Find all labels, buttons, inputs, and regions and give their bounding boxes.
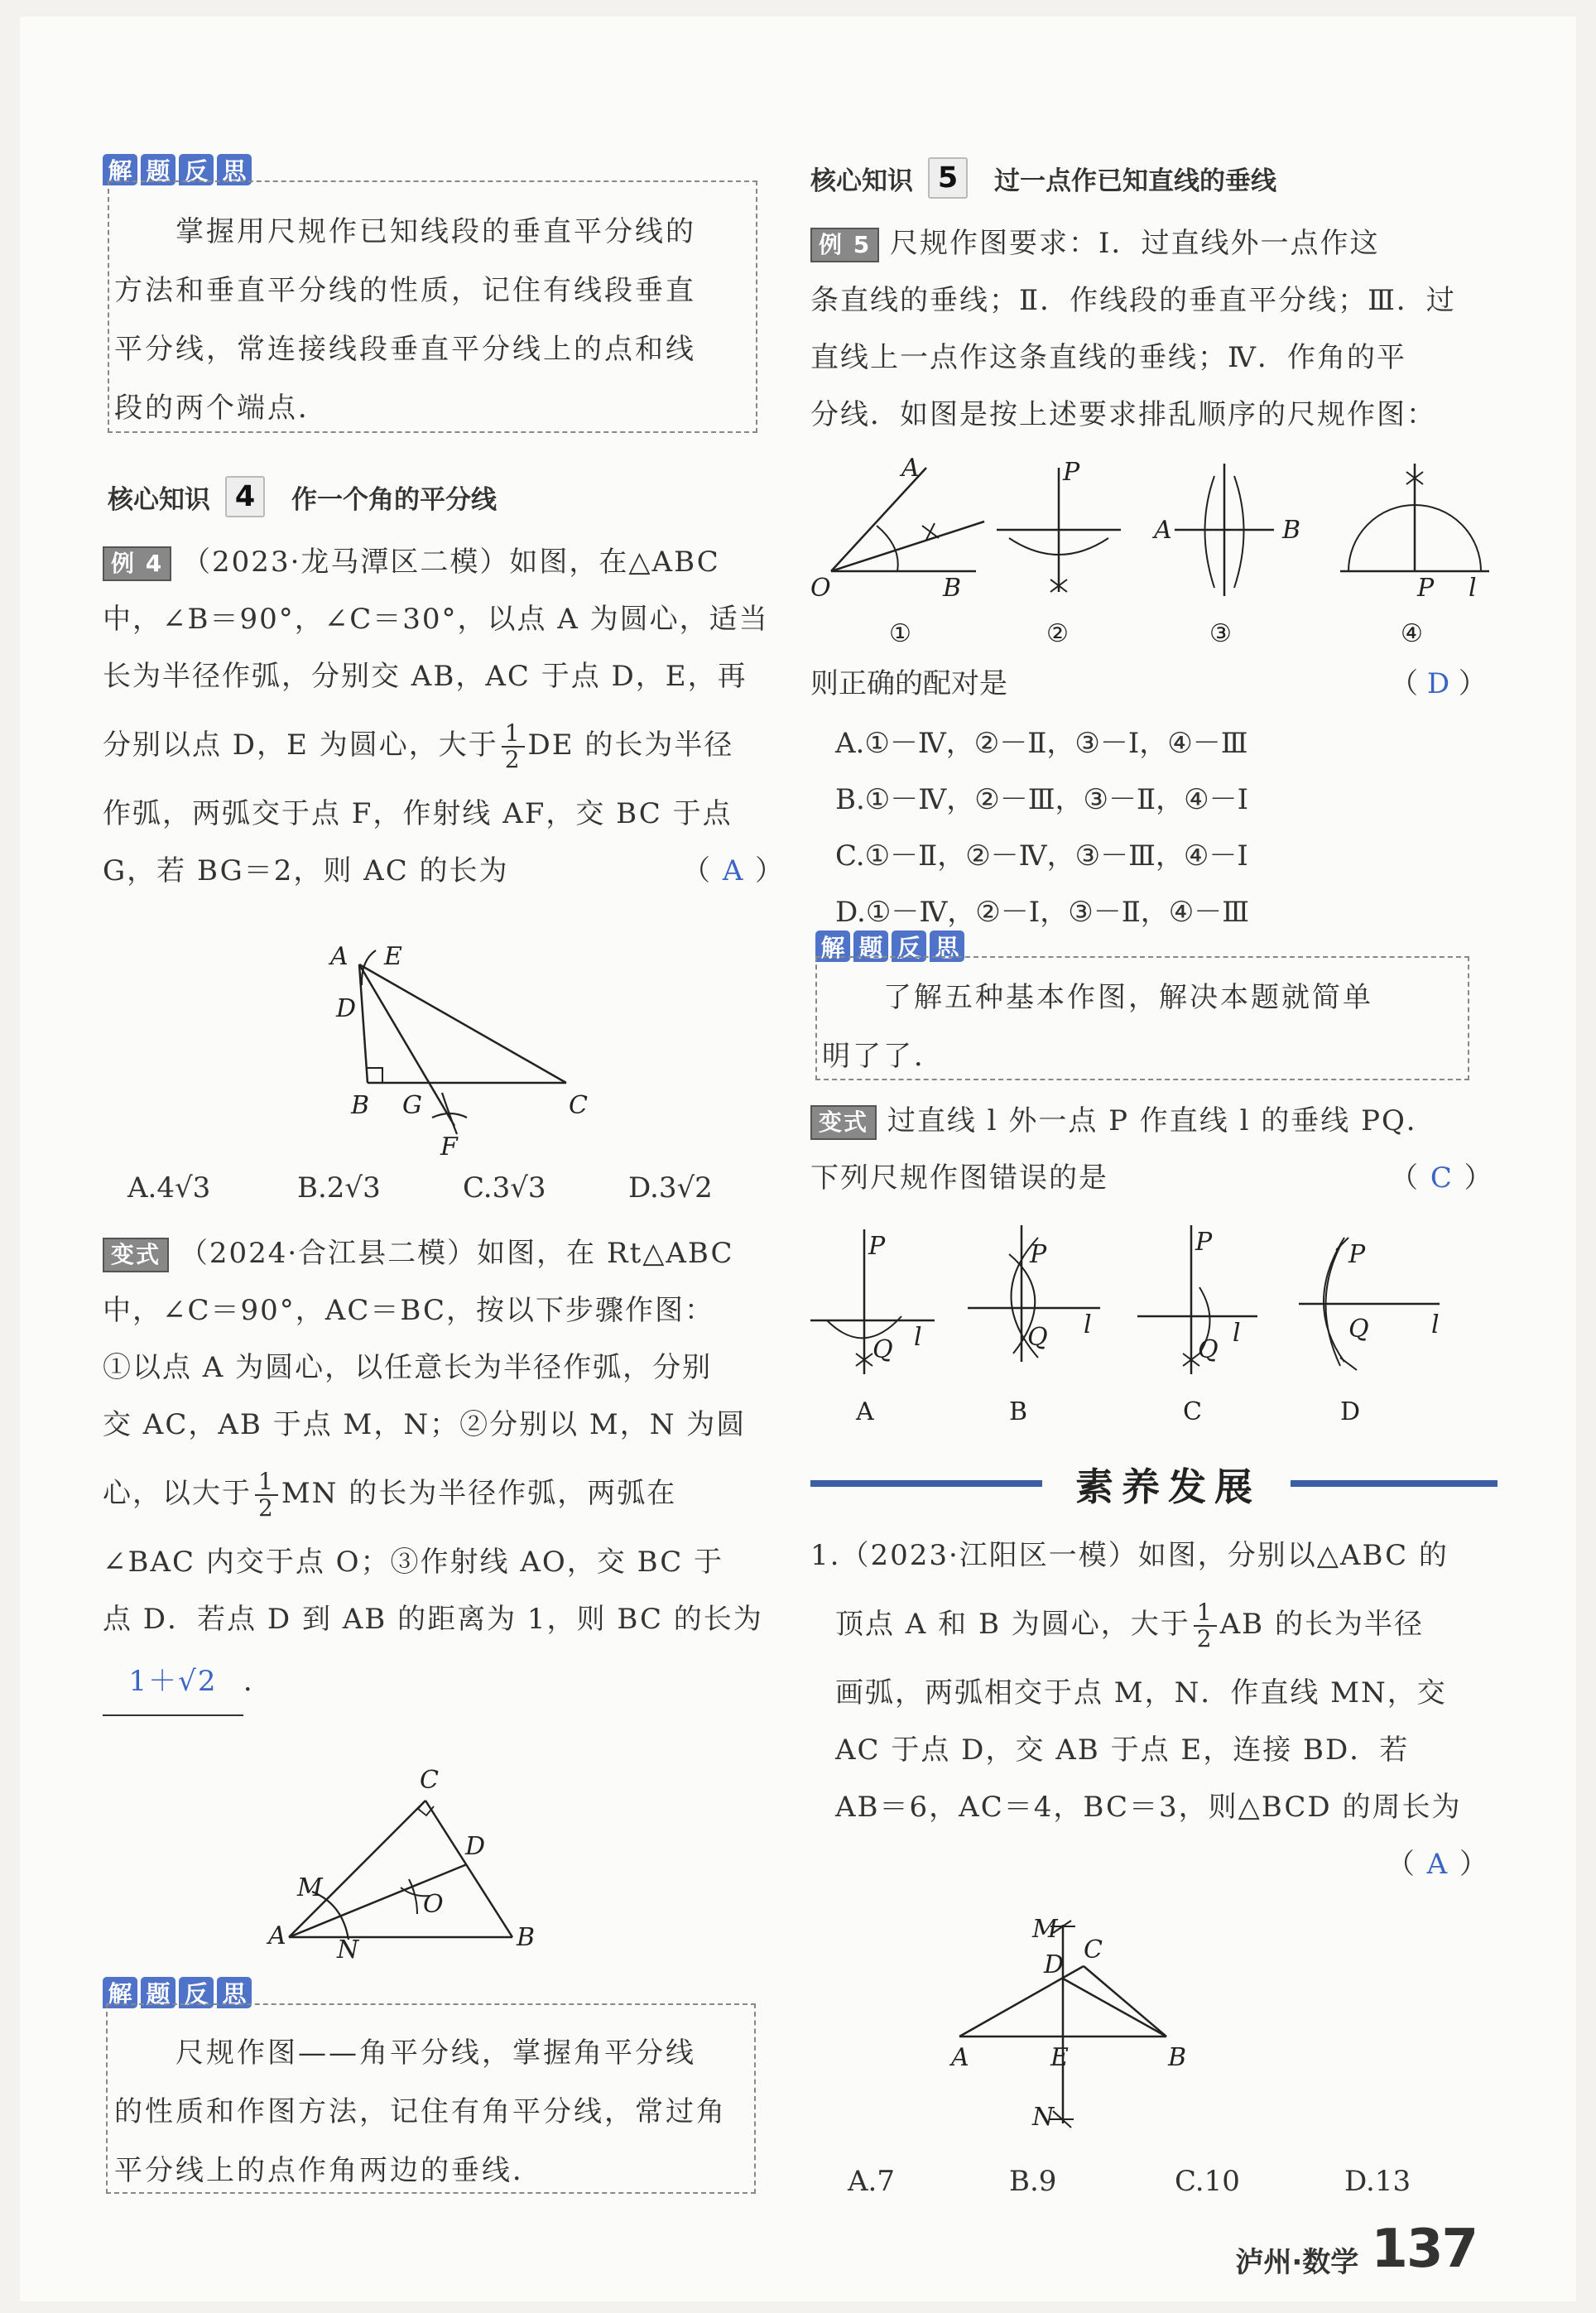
right-angle-mark xyxy=(368,1068,382,1083)
section-label: 核心知识 xyxy=(108,484,210,515)
label-B: B xyxy=(1168,2043,1187,2072)
label-M: M xyxy=(1032,1915,1058,1944)
example-line: 直线上一点作这条直线的垂线；Ⅳ．作角的平 xyxy=(810,341,1406,374)
tag-char: 解 xyxy=(103,154,137,185)
label-P: P xyxy=(1195,1228,1213,1257)
figure-C xyxy=(1137,1225,1257,1426)
label-A: A xyxy=(1154,516,1172,545)
reflect-text-3 xyxy=(822,969,1464,1086)
variant-tag: 变式 xyxy=(103,1238,169,1272)
figure-A xyxy=(810,1229,935,1426)
text-line: 明了了． xyxy=(822,1040,945,1073)
figure-1 xyxy=(810,454,984,648)
numerator: 1 xyxy=(1194,1600,1217,1627)
label-M: M xyxy=(297,1873,323,1902)
answer: C xyxy=(1430,1161,1454,1195)
section-label: 核心知识 xyxy=(810,166,913,196)
segment-AC xyxy=(359,964,566,1083)
answer-bracket: （ A ） xyxy=(1386,1848,1489,1881)
option-c: C.①－Ⅱ，②－Ⅳ，③－Ⅲ，④－Ⅰ xyxy=(835,839,1248,873)
answer: A xyxy=(722,854,745,887)
problem-line: AB 的长为半径 xyxy=(1219,1608,1424,1641)
fraction xyxy=(1194,1600,1217,1652)
option-b: B.9 xyxy=(1009,2165,1057,2198)
example-line: 分别以点 D，E 为圆心，大于 xyxy=(103,729,498,762)
option-d: D.①－Ⅳ，②－Ⅰ，③－Ⅱ，④－Ⅲ xyxy=(835,896,1250,929)
section-number: 4 xyxy=(225,476,265,517)
example-tag: 例 4 xyxy=(103,546,171,581)
section-banner xyxy=(810,1457,1497,1507)
figure-3 xyxy=(1151,464,1300,648)
option-b: B.①－Ⅳ，②－Ⅲ，③－Ⅱ，④－Ⅰ xyxy=(835,783,1249,816)
label-l: l xyxy=(1084,1310,1092,1339)
problem-line: 顶点 A 和 B 为圆心，大于 xyxy=(835,1608,1190,1641)
example-line: G，若 BG＝2，则 AC 的长为 xyxy=(103,854,509,887)
figure-D xyxy=(1299,1238,1440,1426)
problem-1-figure xyxy=(935,1908,1315,2140)
figure-C-label: C xyxy=(1183,1397,1202,1426)
example-5-question: 则正确的配对是 xyxy=(810,667,1007,700)
tag-char: 题 xyxy=(141,154,175,185)
label-B: B xyxy=(1282,516,1301,545)
example-line: 作弧，两弧交于点 F，作射线 AF，交 BC 于点 xyxy=(103,797,733,830)
label-E: E xyxy=(1050,2043,1069,2072)
variant-line: 心，以大于 xyxy=(103,1477,252,1510)
label-P: P xyxy=(868,1232,886,1261)
variant-tag: 变式 xyxy=(810,1105,877,1140)
option-c: C.10 xyxy=(1175,2165,1240,2198)
option-a: A.①－Ⅳ，②－Ⅱ，③－Ⅰ，④－Ⅲ xyxy=(835,727,1248,760)
variant-left xyxy=(103,1225,765,1714)
label-C: C xyxy=(569,1091,588,1120)
example-5-figures xyxy=(810,447,1497,654)
example-5 xyxy=(810,215,1497,444)
figure-2 xyxy=(997,458,1121,648)
section-heading: 作一个角的平分线 xyxy=(291,484,497,515)
label-G: G xyxy=(402,1091,422,1120)
banner-bar-right xyxy=(1291,1480,1497,1487)
section-5-title xyxy=(810,157,1276,199)
variant-line: ①以点 A 为圆心，以任意长为半径作弧，分别 xyxy=(103,1351,713,1384)
tag-char: 解 xyxy=(103,1977,137,2008)
label-E: E xyxy=(384,942,402,971)
example-line: 中，∠B＝90°，∠C＝30°，以点 A 为圆心，适当 xyxy=(103,603,769,636)
example-line: 尺规作图要求：Ⅰ．过直线外一点作这 xyxy=(890,227,1380,260)
variant-line: 过直线 l 外一点 P 作直线 l 的垂线 PQ． xyxy=(887,1104,1436,1137)
option-d: D.13 xyxy=(1344,2165,1411,2198)
label-N: N xyxy=(337,1936,359,1962)
segment-AB xyxy=(359,964,368,1083)
figure-B xyxy=(968,1225,1100,1426)
label-N: N xyxy=(1032,2103,1055,2132)
section-heading: 过一点作已知直线的垂线 xyxy=(994,166,1276,196)
problem-line: 1.（2023·江阳区一模）如图，分别以△ABC 的 xyxy=(810,1539,1449,1572)
fraction xyxy=(502,721,525,772)
answer: D xyxy=(1426,667,1450,700)
banner-title: 素养发展 xyxy=(1075,1464,1261,1509)
tag-char: 反 xyxy=(179,1977,214,2008)
label-C: C xyxy=(420,1766,439,1795)
figure-D-label: D xyxy=(1340,1397,1361,1426)
label-P: P xyxy=(1030,1240,1047,1269)
workbook-page xyxy=(20,17,1576,2301)
variant-line: （2024·合江县二模）如图，在 Rt△ABC xyxy=(179,1237,734,1270)
segment-AC xyxy=(959,1966,1084,2036)
text-line: 的性质和作图方法，记住有角平分线，常过角 xyxy=(114,2095,727,2128)
tag-char: 思 xyxy=(217,1977,252,2008)
label-D: D xyxy=(1044,1950,1065,1979)
text-line: 平分线上的点作角两边的垂线． xyxy=(114,2154,543,2187)
label-D: D xyxy=(465,1832,486,1861)
example-line: DE 的长为半径 xyxy=(527,729,734,762)
example-line: 条直线的垂线；Ⅱ．作线段的垂直平分线；Ⅲ．过 xyxy=(810,284,1456,317)
label-B: B xyxy=(943,574,962,603)
example-tag: 例 5 xyxy=(810,228,879,262)
label-O: O xyxy=(810,574,831,603)
text-line: 尺规作图——角平分线，掌握角平分线 xyxy=(114,2036,696,2070)
answer-bracket: （ A ） xyxy=(682,854,786,887)
option-c: C.3√3 xyxy=(463,1171,546,1205)
numerator: 1 xyxy=(502,721,525,748)
label-P: P xyxy=(1348,1240,1366,1269)
figure-2-label: ② xyxy=(1046,619,1069,648)
problem-line: AB＝6，AC＝4，BC＝3，则△BCD 的周长为 xyxy=(835,1791,1462,1824)
figure-A-label: A xyxy=(856,1397,874,1426)
text-line: 段的两个端点． xyxy=(114,392,329,425)
label-F: F xyxy=(440,1132,458,1159)
variant-line: 点 D．若点 D 到 AB 的距离为 1，则 BC 的长为 xyxy=(103,1603,763,1636)
label-Q: Q xyxy=(873,1335,893,1364)
answer: A xyxy=(1426,1848,1449,1881)
option-d: D.3√2 xyxy=(628,1171,713,1205)
label-l: l xyxy=(1469,574,1477,603)
label-D: D xyxy=(336,994,357,1023)
variant-line: 中，∠C＝90°，AC＝BC，按以下步骤作图： xyxy=(103,1294,714,1327)
text-line: 掌握用尺规作已知线段的垂直平分线的 xyxy=(114,215,696,248)
reflect-text-2 xyxy=(114,2024,756,2200)
problem-line: AC 于点 D，交 AB 于点 E，连接 BD．若 xyxy=(835,1734,1410,1767)
reflect-text-1 xyxy=(114,203,756,438)
answer-period: ． xyxy=(243,1665,273,1698)
answer-bracket: （ C ） xyxy=(1390,1161,1494,1195)
label-Q: Q xyxy=(1027,1323,1048,1352)
label-C: C xyxy=(1084,1936,1103,1964)
label-B: B xyxy=(351,1091,370,1120)
denominator: 2 xyxy=(258,1494,275,1522)
label-A: A xyxy=(330,942,349,971)
example-line: （2023·龙马潭区二模）如图，在△ABC xyxy=(182,546,720,579)
example-line: 长为半径作弧，分别交 AB，AC 于点 D，E，再 xyxy=(103,660,748,693)
page-footer xyxy=(1235,2219,1477,2280)
problem-1 xyxy=(810,1527,1497,1893)
label-l: l xyxy=(1233,1319,1241,1348)
figure-4-label: ④ xyxy=(1401,619,1423,648)
example-4-figure xyxy=(326,927,657,1159)
variant-left-figure xyxy=(264,1763,728,1962)
label-O: O xyxy=(423,1890,444,1919)
tag-char: 思 xyxy=(217,154,252,185)
denominator: 2 xyxy=(504,746,522,773)
label-B: B xyxy=(517,1923,536,1952)
answer-bracket: （ D ） xyxy=(1390,667,1487,700)
section-number: 5 xyxy=(928,157,968,199)
tag-char: 思 xyxy=(930,930,964,962)
option-b: B.2√3 xyxy=(297,1171,381,1205)
variant-line: 下列尺规作图错误的是 xyxy=(810,1161,1108,1195)
figure-3-label: ③ xyxy=(1209,619,1232,648)
tag-char: 题 xyxy=(141,1977,175,2008)
text-line: 了解五种基本作图，解决本题就简单 xyxy=(822,981,1373,1014)
example-4 xyxy=(103,534,786,900)
banner-bar-left xyxy=(810,1480,1042,1487)
segment-AC xyxy=(289,1801,425,1937)
variant-right xyxy=(810,1093,1497,1207)
label-P: P xyxy=(1417,574,1435,603)
label-Q: Q xyxy=(1348,1315,1369,1344)
answer-blank: 1＋√2 xyxy=(103,1648,243,1716)
footer-region: 泸州·数学 xyxy=(1235,2246,1359,2279)
tag-char: 题 xyxy=(853,930,888,962)
segment-CB xyxy=(1084,1966,1166,2036)
tag-char: 解 xyxy=(815,930,850,962)
text-line: 平分线，常连接线段垂直平分线上的点和线 xyxy=(114,333,696,366)
label-P: P xyxy=(1063,458,1080,487)
variant-right-figures xyxy=(810,1213,1497,1436)
variant-line: ∠BAC 内交于点 O；③作射线 AO，交 BC 于 xyxy=(103,1546,724,1579)
figure-4 xyxy=(1340,464,1489,648)
figure-1-label: ① xyxy=(889,619,911,648)
fraction xyxy=(255,1469,278,1521)
tag-char: 反 xyxy=(892,930,926,962)
variant-line: MN 的长为半径作弧，两弧在 xyxy=(281,1477,677,1510)
example-line: 分线．如图是按上述要求排乱顺序的尺规作图： xyxy=(810,398,1436,431)
section-4-title xyxy=(108,476,497,517)
page-number: 137 xyxy=(1371,2219,1477,2280)
label-Q: Q xyxy=(1198,1335,1219,1364)
text-line: 方法和垂直平分线的性质，记住有线段垂直 xyxy=(114,274,696,307)
denominator: 2 xyxy=(1196,1625,1214,1652)
option-a: A.7 xyxy=(848,2165,895,2198)
variant-line: 交 AC，AB 于点 M，N；②分别以 M，N 为圆 xyxy=(103,1408,747,1441)
label-l: l xyxy=(914,1323,922,1352)
figure-B-label: B xyxy=(1009,1397,1028,1426)
label-A: A xyxy=(268,1921,286,1950)
tag-char: 反 xyxy=(179,154,214,185)
option-a: A.4√3 xyxy=(127,1171,211,1205)
label-A: A xyxy=(951,2043,969,2072)
label-l: l xyxy=(1431,1310,1440,1339)
numerator: 1 xyxy=(255,1469,278,1496)
label-A: A xyxy=(901,454,920,483)
segment-DB xyxy=(1063,1979,1166,2036)
problem-line: 画弧，两弧相交于点 M，N．作直线 MN，交 xyxy=(835,1676,1447,1710)
